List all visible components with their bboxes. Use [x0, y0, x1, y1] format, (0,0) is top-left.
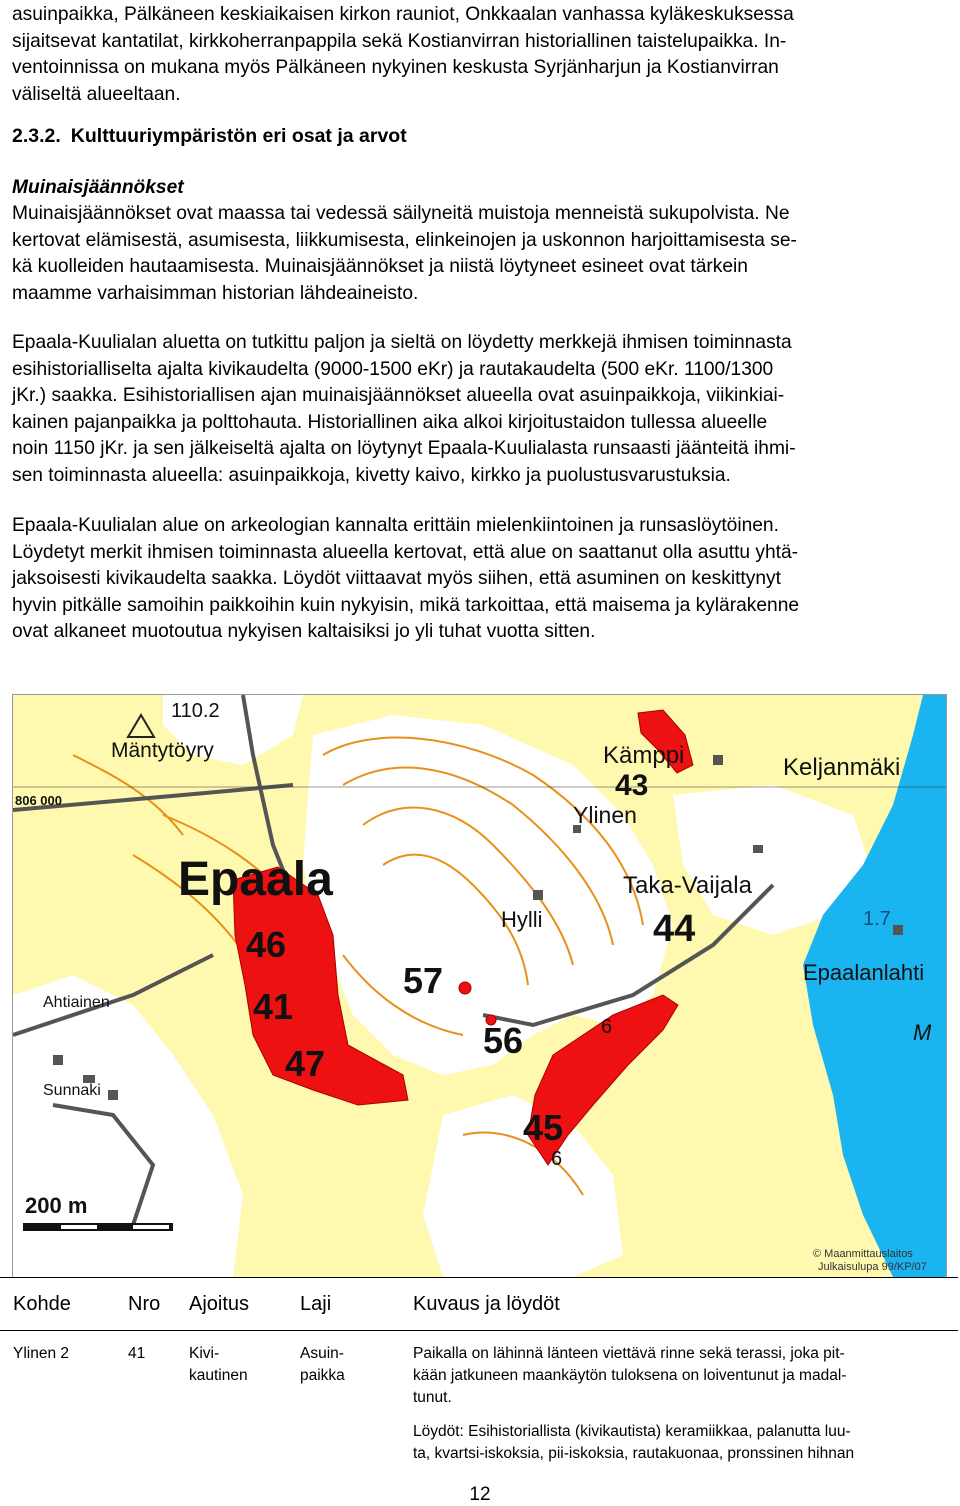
section-number: 2.3.2. [12, 125, 61, 147]
site-number-41: 41 [253, 986, 294, 1027]
site-number-57: 57 [403, 960, 444, 1001]
col-header-kohde: Kohde [0, 1278, 115, 1331]
text-line: esihistorialliselta ajalta kivikaudelta (9000-1500 eKr) ja rautakaudelta (500 eKr. 1100/1300 [12, 358, 774, 380]
cell-laji [287, 1331, 400, 1478]
text-line: kä kuolleiden hautaamisesta. Muinaisjäännökset ja niistä löytyneet esineet ovat tärkein [12, 256, 748, 277]
text-line: Epaala-Kuulialan aluetta on tutkittu paljon ja sieltä on löydetty merkkejä ihmisen toiminnasta [12, 332, 792, 353]
cell-laji-line: Asuin- [300, 1345, 344, 1362]
paragraph-2 [12, 330, 942, 489]
sites-table [0, 1277, 958, 1477]
text-line: jKr.) saakka. Esihistoriallisen ajan muinaisjäännökset alueella ovat asuinpaikkoja, viikinkiai- [12, 385, 785, 406]
text-line: ventoinnissa on mukana myös Pälkäneen nykyinen keskusta Syrjänharjun ja Kostianvirran [12, 57, 779, 78]
cell-ajoitus-line: kautinen [189, 1367, 248, 1384]
map-label-m: M [913, 1020, 932, 1045]
intro-paragraph [12, 2, 942, 108]
site-number-43: 43 [615, 769, 649, 802]
col-header-kuvaus: Kuvaus ja löydöt [400, 1278, 958, 1331]
text-line: jaksoisesti kivikaudelta saakka. Löydöt viittaavat myös siihen, että asuminen on keskittynyt [12, 568, 781, 589]
text-line: kertovat elämisestä, asumisesta, liikkumisesta, elinkeinojen ja uskonnon harjoittamisesta se- [12, 229, 797, 251]
map-label-ahtiainen: Ahtiainen [43, 994, 110, 1011]
text-line: Löydöt: Esihistoriallista (kivikautista) keramiikkaa, palanutta luu- [413, 1423, 851, 1440]
cell-nro: 41 [128, 1345, 146, 1362]
site-point-57 [459, 982, 471, 994]
page-number: 12 [469, 1484, 491, 1505]
site-number-6a: 6 [601, 1016, 613, 1038]
table-header-row [0, 1278, 958, 1331]
map-label-hylli: Hylli [501, 907, 543, 932]
cell-kuvaus [400, 1331, 958, 1478]
map-label-taka-vaijala: Taka-Vaijala [623, 872, 752, 899]
text-line: ovat alkaneet muotoutua nykyisen kaltaisiksi jo yli tuhat vuotta sitten. [12, 621, 596, 642]
col-header-ajoitus: Ajoitus [176, 1278, 287, 1331]
site-number-44: 44 [653, 908, 696, 950]
scale-label: 200 m [25, 1193, 88, 1218]
cell-laji-line: paikka [300, 1367, 345, 1384]
site-map [12, 694, 947, 1278]
text-line: kään jatkuneen maankäytön tuloksena on loiventunut ja madal- [413, 1367, 847, 1384]
map-label-sunnaki: Sunnaki [43, 1082, 101, 1099]
section-title: Kulttuuriympäristön eri osat ja arvot [70, 125, 407, 147]
text-line: Löydetyt merkit ihmisen toiminnasta alueella kertovat, että alue on saattanut olla asuttu yhtä- [12, 541, 799, 563]
map-label-elevation: 110.2 [171, 700, 220, 722]
map-label-epaalanlahti: Epaalanlahti [803, 960, 925, 985]
text-line: kainen pajanpaikka ja polttohauta. Historiallinen aika alkoi kirjoitustaidon tullessa alueelle [12, 411, 768, 433]
text-line: Epaala-Kuulialan alue on arkeologian kannalta erittäin mielenkiintoinen ja runsaslöytöinen. [12, 515, 779, 536]
map-label-grid: 806 000 [15, 793, 62, 808]
text-line: Muinaisjäännökset ovat maassa tai vedessä säilyneitä muistoja menneistä sukupolvista. Ne [12, 203, 790, 224]
col-header-nro: Nro [115, 1278, 176, 1331]
text-line: tunut. [413, 1389, 452, 1406]
text-line: maamme varhaisimman historian lähdeaineisto. [12, 282, 419, 304]
cell-kohde: Ylinen 2 [13, 1345, 70, 1362]
text-line: ta, kvartsi-iskoksia, pii-iskoksia, rautakuonaa, pronssinen hihnan [413, 1445, 855, 1462]
paragraph-1 [12, 201, 942, 307]
text-line: hyvin pitkälle samoihin paikkoihin kuin nykyisin, mikä tarkoittaa, että maisema ja kylärakenne [12, 594, 800, 616]
map-label-epaala: Epaala [178, 853, 333, 906]
subsection-heading: Muinaisjäännökset [12, 177, 184, 198]
text-line: asuinpaikka, Pälkäneen keskiaikaisen kirkon rauniot, Onkkaalan vanhassa kyläkeskuksessa [12, 4, 794, 25]
paragraph-3 [12, 513, 942, 646]
map-label-mantytoyry: Mäntytöyry [111, 739, 214, 762]
text-line: sen toiminnasta alueella: asuinpaikkoja, kivetty kaivo, kirkko ja puolustusvarustuksia. [12, 464, 731, 486]
map-label-keljanmaki: Keljanmäki [783, 754, 901, 781]
site-number-47: 47 [285, 1043, 326, 1084]
text-line: Paikalla on lähinnä länteen viettävä rinne sekä terassi, joka pit- [413, 1345, 845, 1362]
map-copyright-1: © Maanmittauslaitos [813, 1248, 913, 1260]
table-row [0, 1331, 958, 1478]
map-copyright-2: Julkaisulupa 99/KP/07 [818, 1261, 927, 1273]
description-paragraph [413, 1343, 952, 1409]
site-number-6b: 6 [551, 1148, 563, 1170]
map-label-ylinen: Ylinen [573, 802, 637, 828]
cell-ajoitus [176, 1331, 287, 1478]
map-label-lake-elevation: 1.7 [863, 908, 891, 930]
col-header-laji: Laji [287, 1278, 400, 1331]
site-number-46: 46 [246, 924, 287, 965]
text-line: noin 1150 jKr. ja sen jälkeiseltä ajalta on löytynyt Epaala-Kuulialasta runsaasti jäänteitä ihmi- [12, 438, 796, 459]
map-label-kamppi: Kämppi [603, 742, 685, 769]
site-number-45: 45 [523, 1107, 564, 1148]
site-number-56: 56 [483, 1020, 524, 1061]
finds-paragraph [413, 1421, 952, 1465]
cell-ajoitus-line: Kivi- [189, 1345, 220, 1362]
text-line: sijaitsevat kantatilat, kirkkoherranpappila sekä Kostianvirran historiallinen taistelupaikka. In- [12, 30, 787, 52]
section-heading [12, 125, 407, 148]
text-line: väliseltä alueeltaan. [12, 83, 181, 105]
